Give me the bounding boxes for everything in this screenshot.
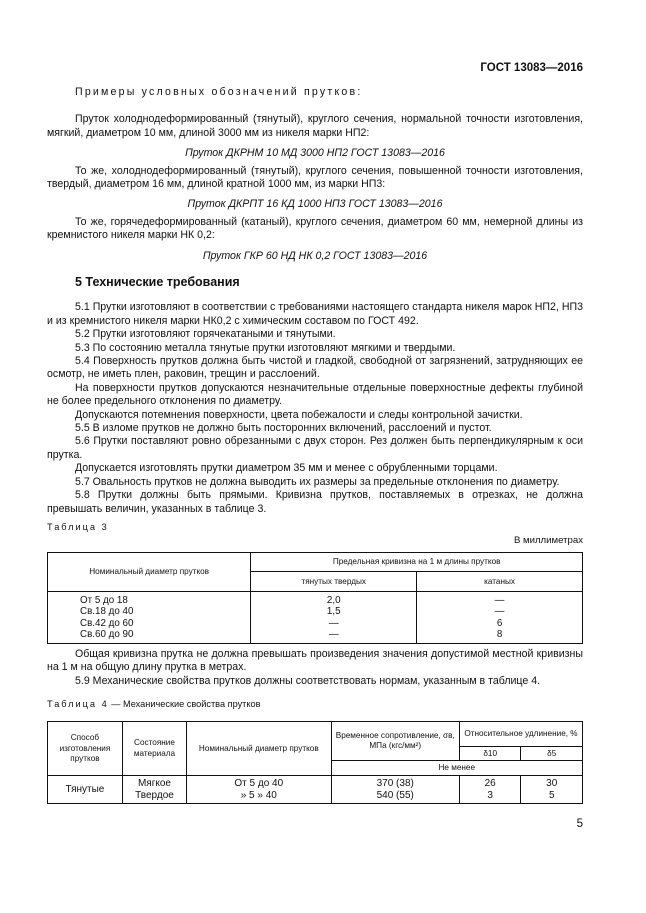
examples-heading: Примеры условных обозначений прутков: (75, 86, 363, 98)
paragraph-5-6b: Допускается изготовлять прутки диаметром 35 мм и менее с обрубленными торцами. (75, 462, 498, 475)
t4-header-state: Состояние материала (122, 722, 186, 776)
table-3-caption (47, 521, 583, 534)
table-3-unit: В миллиметрах (513, 535, 583, 547)
table-3-label: Таблица 3 (47, 522, 109, 532)
table-row: Св.42 до 60 — 6 (48, 618, 583, 629)
paragraph-5-4b: На поверхности прутков допускаются незначительные отдельные поверхностные дефекты глубиной не более предельного отклонения по диаметру. (47, 381, 583, 408)
examples-block (47, 86, 583, 263)
t3-header-curvature: Предельная кривизна на 1 м длины прутков (251, 552, 583, 572)
t4-header-elongation: Относительное удлинение, % (459, 722, 582, 747)
t4-header-strength: Временное сопротивление, σв, МПа (кгс/мм²) (331, 722, 459, 761)
paragraph-5-8: 5.8 Прутки должны быть прямыми. Кривизна прутков, поставляемых в отрезках, не должна превышать величин, указанных в таблице 3. (47, 489, 583, 515)
table-4-block (47, 698, 583, 804)
example-2-designation: Пруток ДКРПТ 16 КД 1000 НП3 ГОСТ 13083—2016 (187, 198, 443, 211)
t4-header-d5: δ5 (521, 747, 583, 761)
example-3-text: То же, горячедеформированный (катаный), круглого сечения, диаметром 60 мм, немерной длины из кремнистого никеля марки НК 0,2: (47, 215, 583, 242)
paragraph-5-1: 5.1 Прутки изготовляют в соответствии с требованиями настоящего стандарта никеля марок НП2, НП3 и из кремнистого никеля марки НК0,2 с химическим составом по ГОСТ 492. (47, 301, 583, 327)
post-table-3-text (47, 648, 583, 688)
table-4-title: — Механические свойства прутков (108, 699, 261, 709)
example-3-designation: Пруток ГКР 60 НД НК 0,2 ГОСТ 13083—2016 (202, 249, 428, 262)
table-4-label: Таблица 4 (47, 699, 109, 709)
section-5-title: 5 Технические требования (75, 275, 240, 289)
table-row: От 5 до 18 2,0 — (48, 591, 583, 606)
table-row: Тянутые Мягкое Твердое От 5 до 40 » 5 » 40 370 (38) 540 (55) 26 3 30 5 (48, 776, 583, 804)
page-number: 5 (576, 818, 583, 830)
t4-header-not-less: Не менее (331, 761, 582, 776)
t4-header-diameter: Номинальный диаметр прутков (187, 722, 331, 776)
table-4-caption (47, 698, 583, 711)
table-row: Св.60 до 90 — 8 (48, 629, 583, 644)
paragraph-5-4c: Допускаются потемнения поверхности, цвета побежалости и следы контрольной зачистки. (75, 408, 523, 421)
paragraph-5-7: 5.7 Овальность прутков не должна выводить их размеры за предельные отклонения по диаметру. (75, 475, 560, 488)
t3-header-drawn: тянутых твердых (251, 572, 417, 592)
paragraph-5-4: 5.4 Поверхность прутков должна быть чистой и гладкой, свободной от загрязнений, затрудняющих ее осмотр, не иметь плен, раковин, трещин и расслоений. (47, 355, 583, 381)
paragraph-5-2: 5.2 Прутки изготовляют горячекатаными и тянутыми. (75, 328, 336, 341)
section-5 (47, 276, 583, 516)
table-4 (47, 721, 583, 804)
example-1-text: Пруток холоднодеформированный (тянутый), круглого сечения, нормальной точности изготовления, мягкий, диаметром 10 мм, длиной 3000 мм из никеля марки НП2: (47, 113, 583, 139)
table-3-block (47, 521, 583, 644)
example-1-designation: Пруток ДКРНМ 10 МД 3000 НП2 ГОСТ 13083—2016 (185, 147, 445, 160)
table-3 (47, 552, 583, 645)
paragraph-5-9: 5.9 Механические свойства прутков должны соответствовать нормам, указанным в таблице 4. (75, 674, 541, 687)
paragraph-5-3: 5.3 По состоянию металла тянутые прутки изготовляют мягкими и твердыми. (75, 341, 456, 354)
paragraph-total-curvature: Общая кривизна прутка не должна превышать произведения значения допустимой местной кривизны на 1 м на общую длину прутка в метрах. (47, 648, 583, 674)
paragraph-5-6: 5.6 Прутки поставляют ровно обрезанными с двух сторон. Рез должен быть перпендикулярным к оси прутка. (47, 435, 583, 461)
paragraph-5-5: 5.5 В изломе прутков не должно быть посторонних включений, расслоений и пустот. (75, 422, 492, 435)
t3-header-rolled: катаных (417, 572, 583, 592)
table-row: Св.18 до 40 1,5 — (48, 606, 583, 617)
t4-header-method: Способ изготовления прутков (48, 722, 123, 776)
example-2-text: То же, холоднодеформированный (тянутый), круглого сечения, повышенной точности изготовления, твердый, диаметром 16 мм, длиной кратной 1000 мм, из марки НП3: (47, 164, 583, 191)
t3-header-diameter: Номинальный диаметр прутков (48, 552, 251, 591)
standard-header: ГОСТ 13083—2016 (480, 62, 583, 74)
t4-header-d10: δ10 (459, 747, 521, 761)
